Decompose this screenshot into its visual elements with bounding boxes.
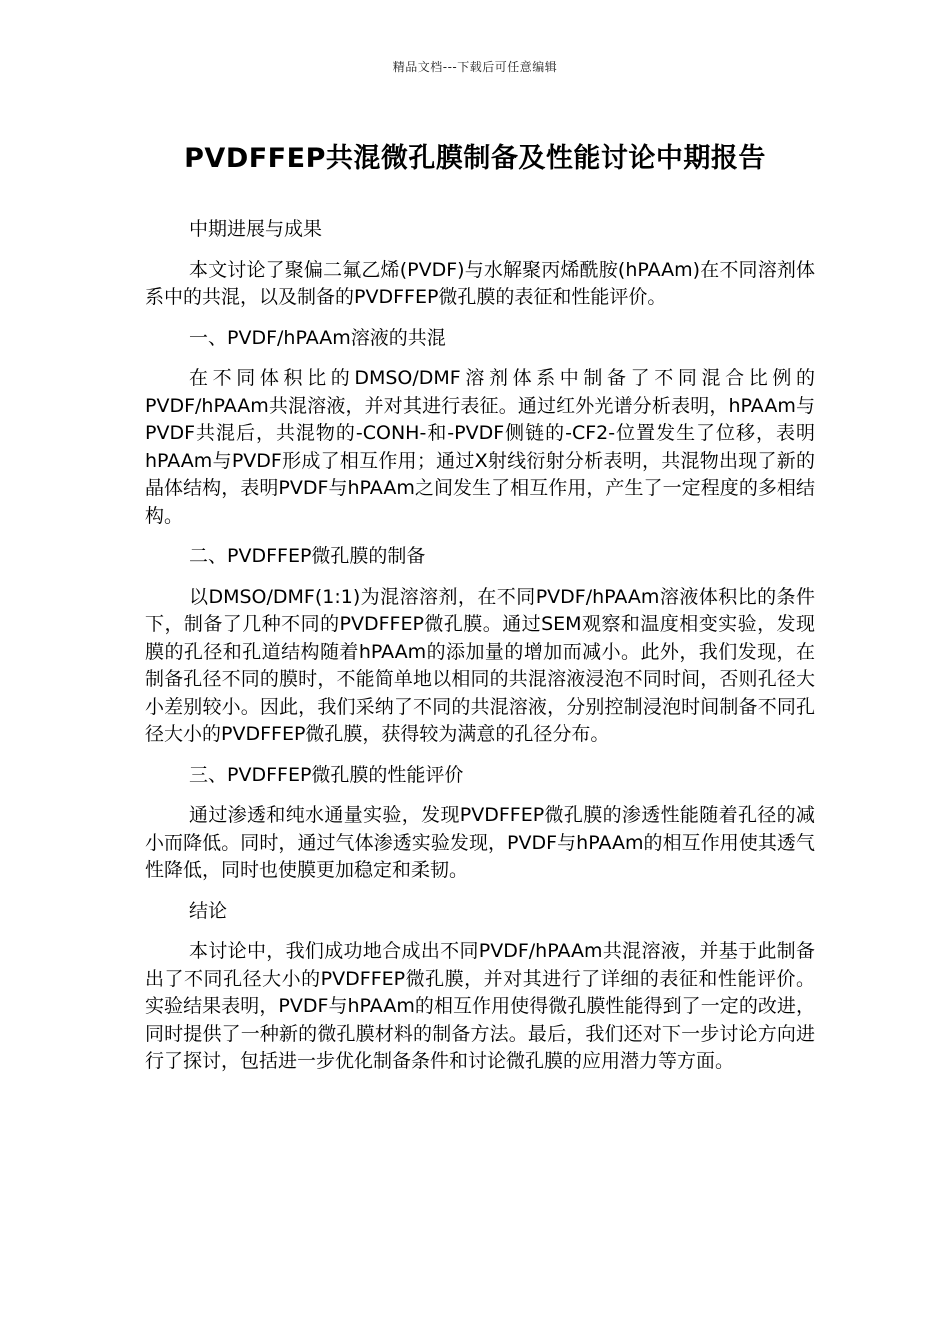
section-heading-progress: 中期进展与成果 bbox=[189, 218, 323, 240]
paragraph-evaluation: 通过渗透和纯水通量实验，发现PVDFFEP微孔膜的渗透性能随着孔径的减小而降低。同时，通过气体渗透实验发现，PVDF与hPAAm的相互作用使其透气性降低，同时也使膜更加稳定和柔韧。 bbox=[145, 804, 815, 881]
paragraph-blending: 在不同体积比的DMSO/DMF溶剂体系中制备了不同混合比例的PVDF/hPAAm共混溶液，并对其进行表征。通过红外光谱分析表明，hPAAm与PVDF共混后，共混物的-CONH-和-PVDF侧链的-CF2-位置发生了位移，表明hPAAm与PVDF形成了相互作用；通过X射线衍射分析表明，共混物出现了新的晶体结构，表明PVDF与hPAAm之间发生了相互作用，产生了一定程度的多相结构。 bbox=[145, 367, 815, 527]
header-note: 精品文档---下载后可任意编辑 bbox=[392, 60, 558, 74]
section-heading-blending: 一、PVDF/hPAAm溶液的共混 bbox=[189, 326, 446, 349]
section-heading-evaluation: 三、PVDFFEP微孔膜的性能评价 bbox=[189, 763, 464, 786]
document-body bbox=[145, 216, 815, 1089]
section-heading-preparation: 二、PVDFFEP微孔膜的制备 bbox=[189, 545, 426, 567]
paragraph-conclusion: 本讨论中，我们成功地合成出不同PVDF/hPAAm共混溶液，并基于此制备出了不同孔径大小的PVDFFEP微孔膜，并对其进行了详细的表征和性能评价。实验结果表明，PVDF与hPAAm的相互作用使得微孔膜性能得到了一定的改进，同时提供了一种新的微孔膜材料的制备方法。最后，我们还对下一步讨论方向进行了探讨，包括进一步优化制备条件和讨论微孔膜的应用潜力等方面。 bbox=[145, 940, 815, 1072]
paragraph-preparation: 以DMSO/DMF(1:1)为混溶溶剂，在不同PVDF/hPAAm溶液体积比的条件下，制备了几种不同的PVDFFEP微孔膜。通过SEM观察和温度相变实验，发现膜的孔径和孔道结构随着hPAAm的添加量的增加而减小。此外，我们发现，在制备孔径不同的膜时，不能简单地以相同的共混溶液浸泡不同时间，否则孔径大小差别较小。因此，我们采纳了不同的共混溶液，分别控制浸泡时间制备不同孔径大小的PVDFFEP微孔膜，获得较为满意的孔径分布。 bbox=[145, 585, 815, 745]
paragraph-intro: 本文讨论了聚偏二氟乙烯(PVDF)与水解聚丙烯酰胺(hPAAm)在不同溶剂体系中的共混，以及制备的PVDFFEP微孔膜的表征和性能评价。 bbox=[145, 258, 815, 308]
page-title: PVDFFEP共混微孔膜制备及性能讨论中期报告 bbox=[184, 143, 766, 174]
section-heading-conclusion: 结论 bbox=[189, 899, 228, 922]
